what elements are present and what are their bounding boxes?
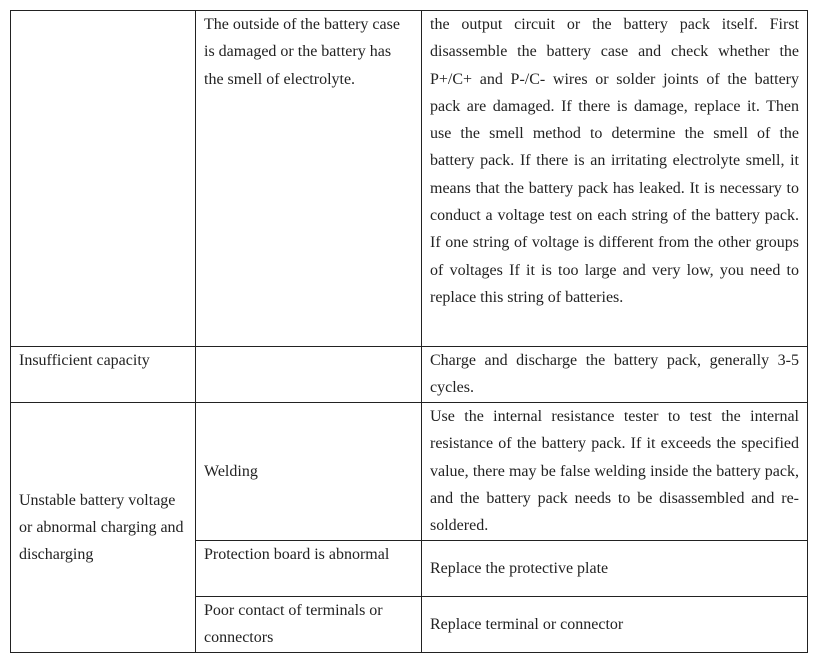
solution-text: Use the internal resistance tester to test the internal resistance of the battery pack. If it exceeds the specified value, there may be false welding inside the battery pack, and the battery pack needs to be disassembled and re-soldered.: [430, 408, 799, 535]
solution-cell: [422, 597, 808, 653]
cause-cell: [196, 597, 422, 653]
solution-cell: [422, 541, 808, 597]
fault-cell: [11, 11, 196, 347]
cause-cell: [196, 541, 422, 597]
cause-text: Protection board is abnormal: [204, 546, 390, 563]
cause-text: Poor contact of terminals or connectors: [204, 602, 383, 647]
solution-text: Replace terminal or connector: [430, 615, 624, 633]
solution-cell: [422, 347, 808, 403]
troubleshooting-table: [10, 10, 808, 653]
table-row: [11, 403, 808, 541]
solution-cell: [422, 403, 808, 541]
cause-cell: [196, 403, 422, 541]
cause-cell: [196, 347, 422, 403]
cause-cell: [196, 11, 422, 347]
solution-text: Charge and discharge the battery pack, generally 3-5 cycles.: [430, 352, 799, 397]
cause-text: Welding: [204, 462, 258, 480]
solution-text: Replace the protective plate: [430, 559, 609, 577]
fault-text: Insufficient capacity: [19, 352, 150, 369]
table-row: [11, 11, 808, 347]
solution-text: the output circuit or the battery pack itself. First disassemble the battery case and check whether the P+/C+ and P-/C- wires or solder joints of the battery pack are damaged. If there is damage, replace it. Then use the smell method to determine the smell of the battery pack. If there is an irritating electrolyte smell, it means that the battery pack has leaked. It is necessary to conduct a voltage test on each string of the battery pack. If one string of voltage is different from the other groups of voltages If it is too large and very low, you need to replace this string of batteries.: [430, 16, 799, 306]
fault-cell: [11, 403, 196, 653]
solution-cell: [422, 11, 808, 347]
fault-text: Unstable battery voltage or abnormal charging and discharging: [19, 491, 184, 564]
fault-cell: [11, 347, 196, 403]
table-row: [11, 347, 808, 403]
cause-text: The outside of the battery case is damaged or the battery has the smell of electrolyte.: [204, 16, 400, 88]
